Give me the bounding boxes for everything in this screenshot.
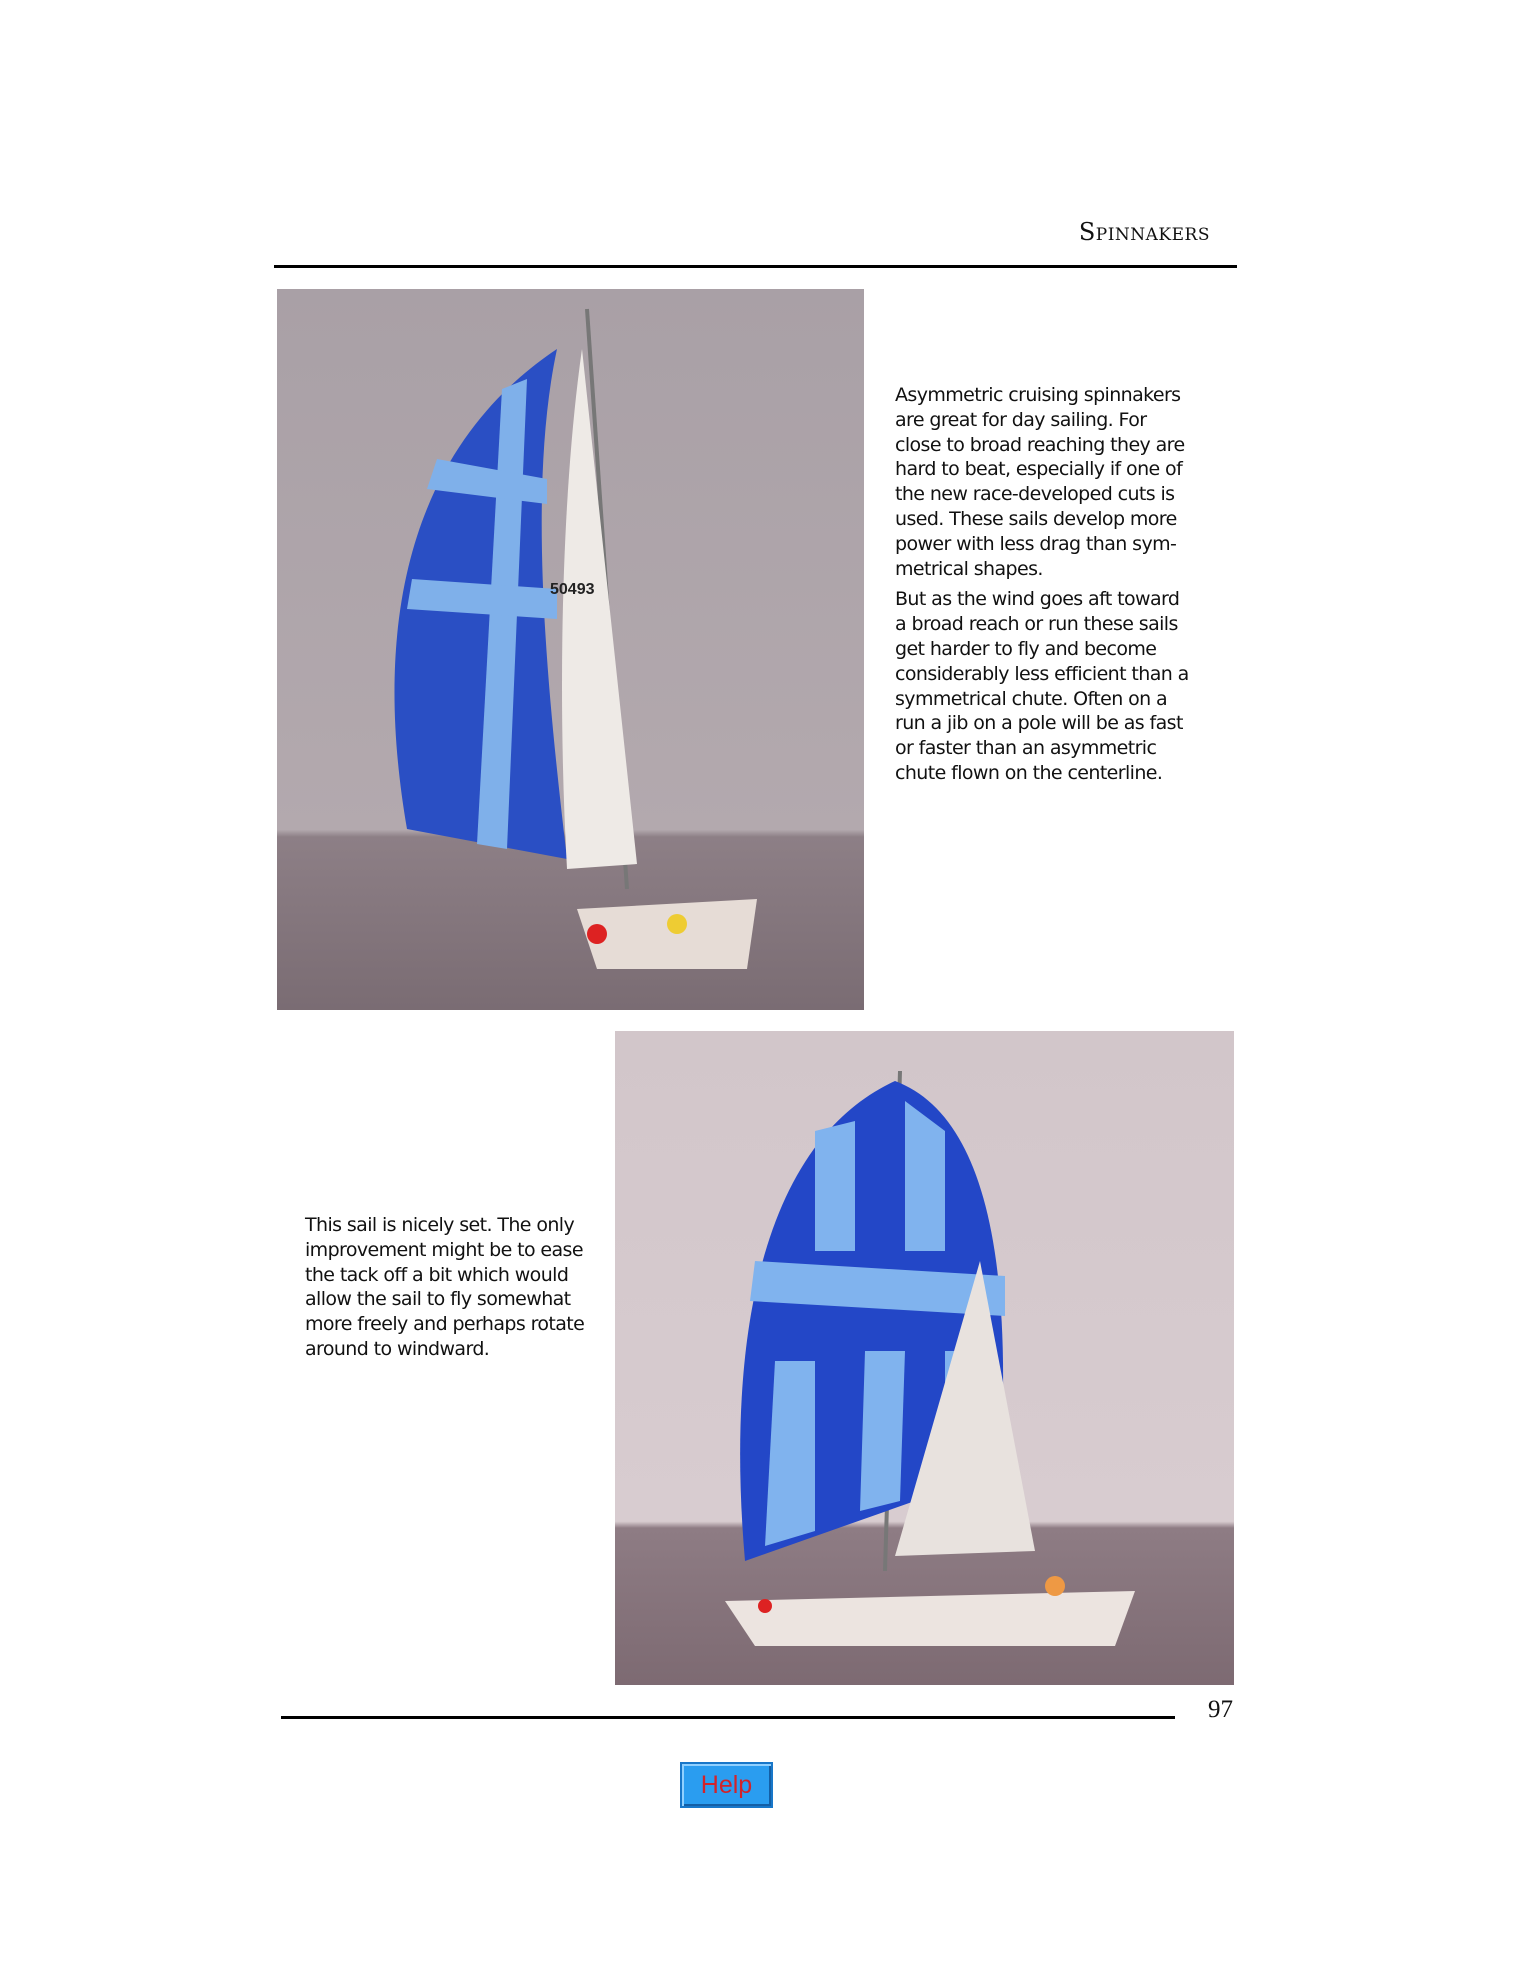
running-title: Spinnakers [1078, 218, 1210, 246]
photo-symmetric-spinnaker [615, 1031, 1234, 1685]
photo-asymmetric-spinnaker [277, 289, 864, 1010]
help-button[interactable]: Help [680, 1762, 773, 1808]
page-number: 97 [1208, 1696, 1233, 1723]
caption-top-paragraph-2: But as the wind goes aft toward a broad reach or run these sails get harder to fly and become considerably less efficient than a symmetrical chute. Often on a run a jib on a pole will be as fast or faster than an asymmetric chute flown on the centerline. [895, 588, 1189, 784]
caption-top [895, 383, 1195, 792]
sail-number: 50493 [550, 581, 595, 598]
footer-rule [281, 1716, 1175, 1719]
caption-bottom: This sail is nicely set. The only improvement might be to ease the tack off a bit which would allow the sail to fly somewhat more freely and perhaps rotate around to windward. [305, 1214, 585, 1360]
caption-top-paragraph-1: Asymmetric cruising spinnakers are great for day sailing. For close to broad reaching they are hard to beat, especially if one of the new race-developed cuts is used. These sails develop more power with less drag than sym-metrical shapes. [895, 384, 1185, 580]
header-rule [274, 265, 1237, 268]
